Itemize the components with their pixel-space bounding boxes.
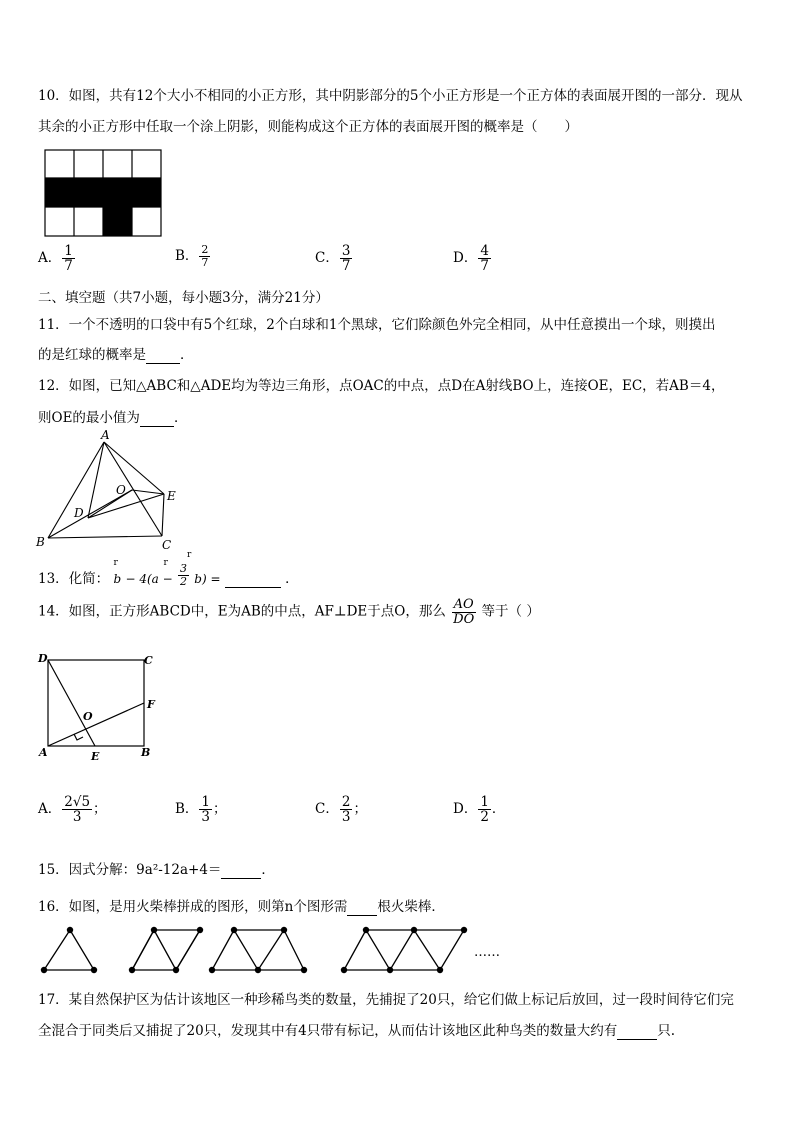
q12-label-e: E: [167, 489, 176, 503]
q13-answer-blank[interactable]: [225, 571, 281, 588]
q15-line: 15．因式分解：9a²-12a+4＝ ．: [38, 862, 275, 878]
section2-heading: 二、填空题（共7小题，每小题3分，满分21分）: [38, 290, 329, 306]
q10-option-d[interactable]: D． $\frac{4}{7}$: [453, 243, 489, 275]
q14-line: 14．如图，正方形ABCD中，E为AB的中点，AF⊥DE于点O，那么 $\frac{AO}{DO}$ 等于（ ）: [38, 597, 540, 627]
q16-line: 16．如图，是用火柴棒拼成的图形，则第n个图形需 根火柴棒．: [38, 899, 445, 915]
q14-option-b[interactable]: B． $\frac{1}{3}$ ；: [175, 794, 227, 826]
q15-answer-blank[interactable]: [221, 862, 261, 879]
q14-label-c: C: [144, 654, 153, 667]
q17-line2: 全混合于同类后又捕捉了20只，发现其中有4只带有标记，从而估计该地区此种鸟类的数量大约有 只.: [38, 1023, 676, 1039]
q14-option-a[interactable]: A． $\frac{2√5}{3}$ ；: [38, 794, 107, 826]
q10-option-a[interactable]: A． $\frac{1}{7}$: [38, 243, 73, 275]
q17-answer-blank[interactable]: [617, 1023, 657, 1040]
q10-option-c[interactable]: C． $\frac{3}{7}$: [315, 243, 351, 275]
q12-label-c: C: [162, 538, 172, 552]
q16-ellipsis: ……: [474, 945, 500, 960]
q14-label-b: B: [141, 746, 151, 759]
q12-label-o: O: [116, 483, 126, 497]
q12-answer-blank[interactable]: [140, 410, 174, 427]
q10-line1: 10．如图，共有12个大小不相同的小正方形，其中阴影部分的5个小正方形是一个正方体的表面展开图的一部分．现从: [38, 88, 743, 104]
q10-line2: 其余的小正方形中任取一个涂上阴影，则能构成这个正方体的表面展开图的概率是（ ）: [38, 119, 578, 135]
q12-label-d: D: [74, 506, 84, 520]
q14-square-figure: [36, 650, 166, 766]
q14-label-f: F: [147, 698, 155, 711]
q11-line2: 的是红球的概率是 ．: [38, 347, 194, 363]
shaded-cell: [103, 207, 132, 236]
q12-line1: 12．如图，已知△ABC和△ADE均为等边三角形，点OAC的中点，点D在A射线BO上，连接OE，EC，若AB＝4，: [38, 378, 725, 394]
q11-answer-blank[interactable]: [146, 347, 180, 364]
q12-triangle-figure: [32, 428, 192, 552]
q12-label-b: B: [36, 535, 45, 549]
q10-grid-figure: [44, 149, 162, 237]
q12-line2: 则OE的最小值为 ．: [38, 410, 188, 426]
q16-matchstick-figures: [36, 920, 516, 980]
q14-label-a: A: [39, 746, 48, 759]
q14-label-o: O: [83, 710, 93, 723]
q12-label-a: A: [101, 428, 110, 442]
q11-line1: 11．一个不透明的口袋中有5个红球，2个白球和1个黑球，它们除颜色外完全相同，从中任意摸出一个球，则摸出: [38, 317, 716, 333]
q16-answer-blank[interactable]: [347, 899, 377, 916]
q13-line: 13．化简： r b r − 4(a − r 3 2 b) = ．: [38, 550, 299, 588]
q17-line1: 17．某自然保护区为估计该地区一种珍稀鸟类的数量，先捕捉了20只，给它们做上标记后放回，过一段时间待它们完: [38, 992, 734, 1008]
q14-option-d[interactable]: D． $\frac{1}{2}$ ．: [453, 794, 506, 826]
q10-option-b[interactable]: B． $\frac{2}{7}$: [175, 243, 209, 269]
q14-option-c[interactable]: C． $\frac{2}{3}$ ；: [315, 794, 367, 826]
q14-label-d: D: [38, 652, 48, 665]
q14-label-e: E: [91, 750, 100, 763]
